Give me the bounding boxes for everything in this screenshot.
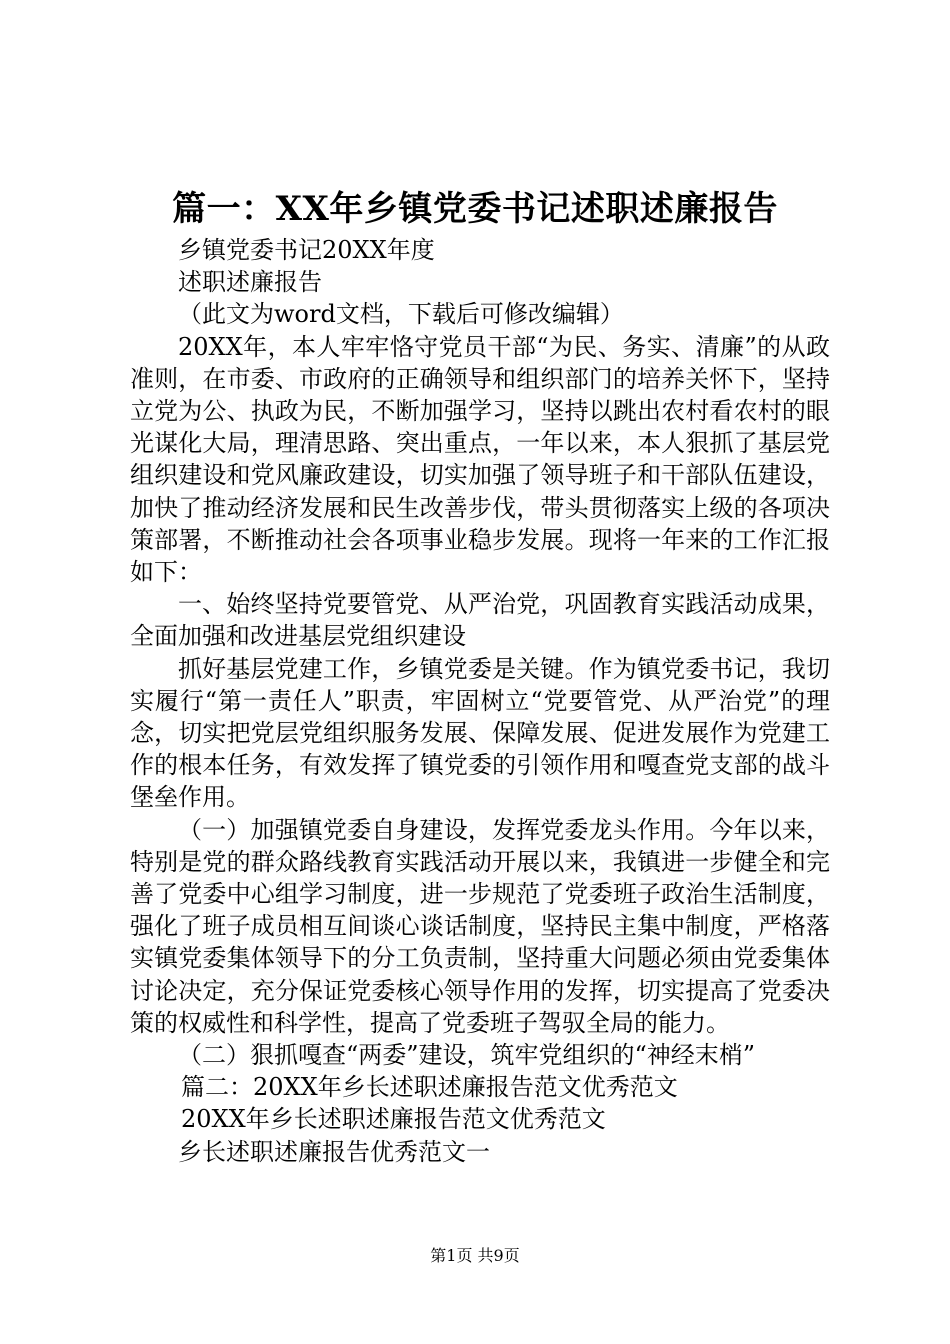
page-number-footer: 第1页 共9页 [430,1246,520,1265]
document-body [130,234,830,1168]
trailing-line: 乡长述职述廉报告优秀范文一 [178,1137,490,1166]
paragraph: 20XX年，本人牢牢恪守党员干部“为民、务实、清廉”的从政准则，在市委、市政府的正确领导和组织部门的培养关怀下，坚持立党为公、执政为民，不断加强学习，坚持以跳出农村看农村的眼光谋化大局，理清思路、突出重点，一年以来，本人狠抓了基层党组织建设和党风廉政建设，切实加强了领导班子和干部队伍建设，加快了推动经济发展和民生改善步伐，带头贯彻落实上级的各项决策部署，不断推动社会各项事业稳步发展。现将一年来的工作汇报如下： [130,332,830,587]
header-line: （此文为word文档，下载后可修改编辑） [178,300,624,329]
subsection-paragraph: （一）加强镇党委自身建设，发挥党委龙头作用。今年以来，特别是党的群众路线教育实践活动开展以来，我镇进一步健全和完善了党委中心组学习制度，进一步规范了党委班子政治生活制度，强化了班子成员相互间谈心谈话制度，坚持民主集中制度，严格落实镇党委集体领导下的分工负责制，坚持重大问题必须由党委集体讨论决定，充分保证党委核心领导作用的发挥，切实提高了党委决策的权威性和科学性，提高了党委班子驾驭全局的能力。 [130,815,830,1037]
header-line: 述职述廉报告 [178,268,322,297]
subsection-heading: （二）狠抓嘎查“两委”建设，筑牢党组织的“神经末梢” [178,1041,756,1070]
trailing-line: 20XX年乡长述职述廉报告范文优秀范文 [181,1105,606,1134]
trailing-line: 篇二：20XX年乡长述职述廉报告范文优秀范文 [181,1073,678,1102]
section-heading: 一、始终坚持党要管党、从严治党，巩固教育实践活动成果，全面加强和改进基层党组织建设 [130,590,830,651]
paragraph: 抓好基层党建工作，乡镇党委是关键。作为镇党委书记，我切实履行“第一责任人”职责，牢固树立“党要管党、从严治党”的理念，切实把党层党组织服务发展、保障发展、促进发展作为党建工作的根本任务，有效发挥了镇党委的引领作用和嘎查党支部的战斗堡垒作用。 [130,654,830,812]
document-title: 篇一：XX年乡镇党委书记述职述廉报告 [172,189,778,229]
header-line: 乡镇党委书记20XX年度 [178,236,435,264]
